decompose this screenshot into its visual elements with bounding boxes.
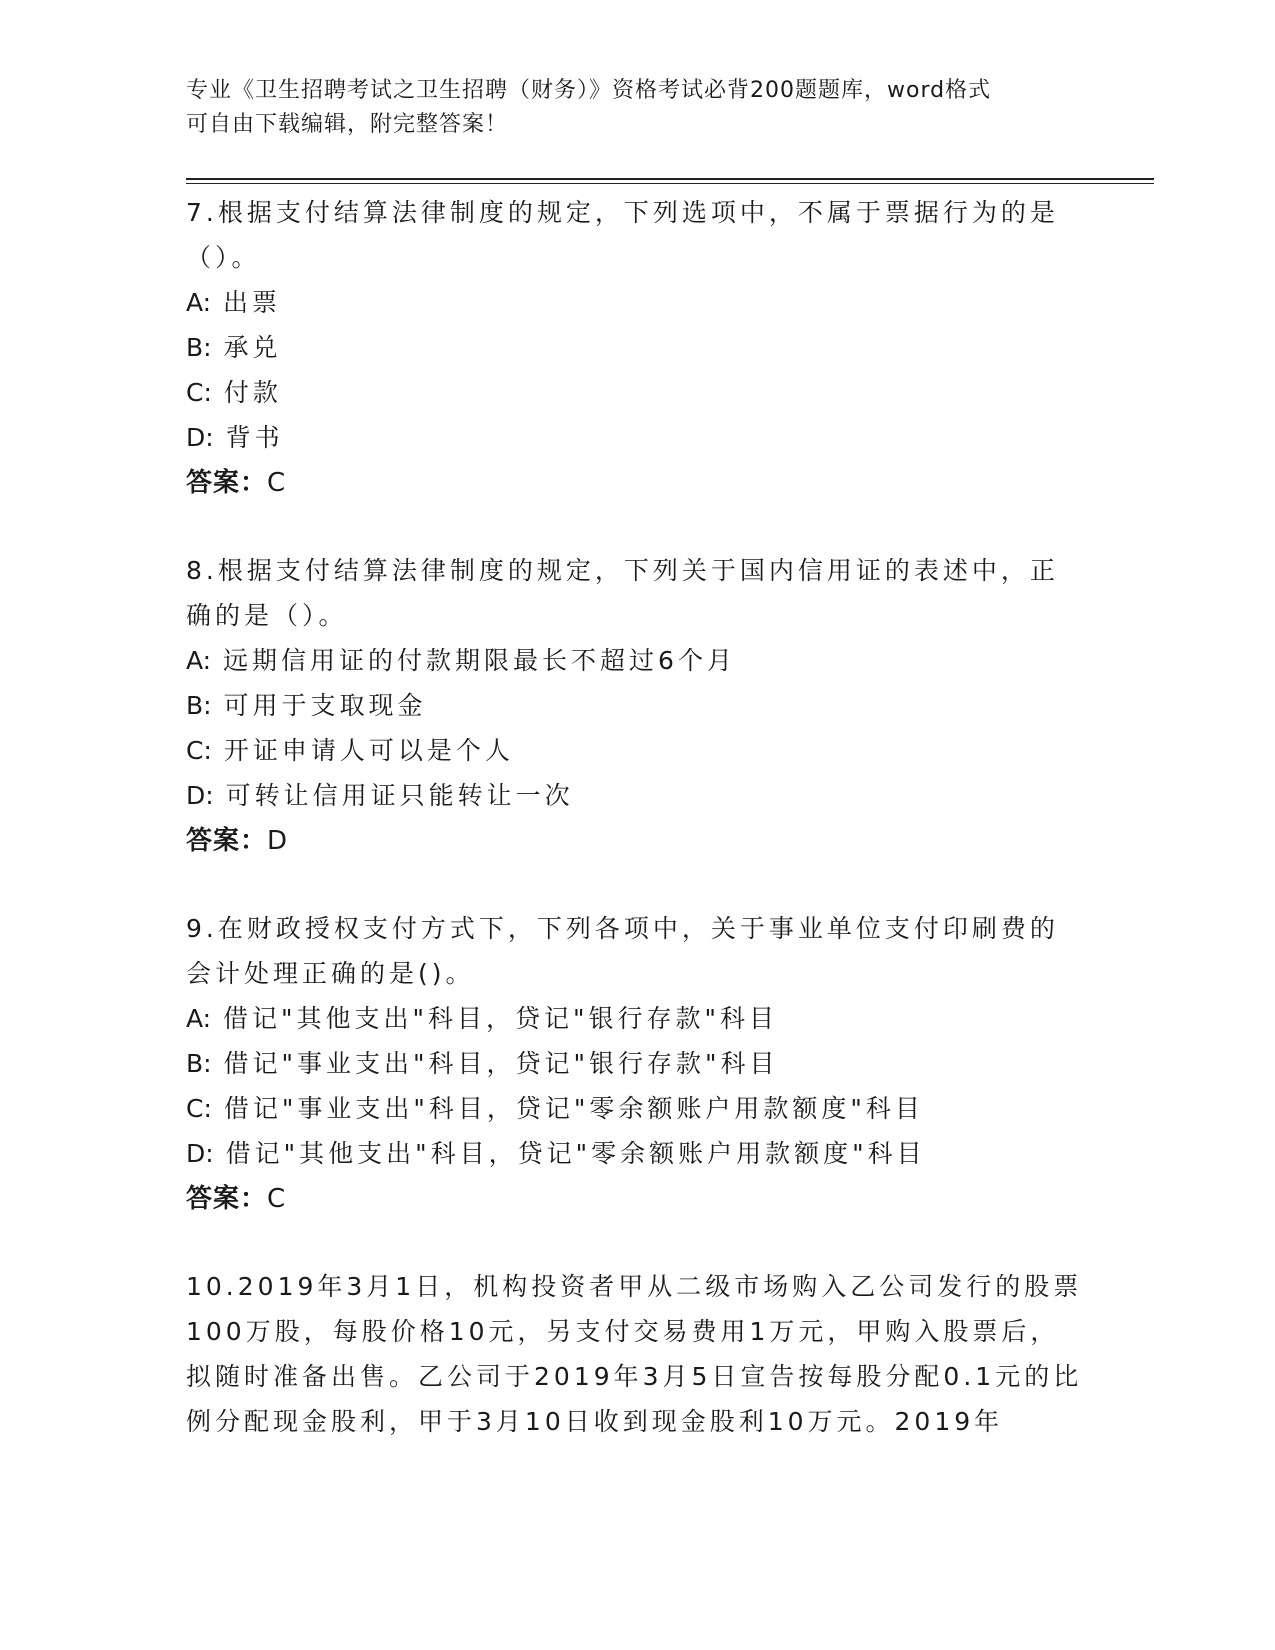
option-letter: A: (186, 1004, 212, 1033)
answer-line (186, 460, 1086, 506)
answer-label: 答案： (186, 826, 268, 856)
option-text: 借记"事业支出"科目，贷记"银行存款"科目 (223, 1049, 779, 1078)
answer-value: C (267, 468, 287, 498)
question-text: 9.在财政授权支付方式下，下列各项中，关于事业单位支付印刷费的会计处理正确的是()。 (186, 914, 1059, 988)
option-letter: C: (186, 1094, 212, 1123)
document-header (186, 74, 1086, 142)
option-c (186, 370, 1086, 415)
question-text: 8.根据支付结算法律制度的规定，下列关于国内信用证的表述中，正确的是（）。 (186, 556, 1059, 630)
option-c (186, 1086, 1086, 1131)
option-letter: A: (186, 288, 212, 317)
answer-value: C (267, 1184, 287, 1214)
question-list (186, 190, 1086, 1486)
option-letter: D: (186, 781, 214, 810)
option-text: 借记"其他支出"科目，贷记"银行存款"科目 (223, 1004, 779, 1033)
option-text: 借记"其他支出"科目，贷记"零余额账户用款额度"科目 (225, 1139, 926, 1168)
option-text: 付款 (223, 378, 282, 407)
header-divider (186, 178, 1154, 184)
option-b (186, 325, 1086, 370)
option-a (186, 638, 1086, 683)
answer-label: 答案： (186, 468, 268, 498)
option-letter: A: (186, 646, 212, 675)
option-a (186, 996, 1086, 1041)
answer-label: 答案： (186, 1184, 268, 1214)
header-line-1: 专业《卫生招聘考试之卫生招聘（财务）》资格考试必背200题题库，word格式 (186, 78, 992, 103)
option-letter: D: (186, 423, 214, 452)
option-c (186, 728, 1086, 773)
option-letter: B: (186, 691, 212, 720)
option-letter: B: (186, 1049, 212, 1078)
option-d (186, 415, 1086, 460)
option-letter: B: (186, 333, 212, 362)
option-text: 可转让信用证只能转让一次 (225, 781, 574, 810)
option-a (186, 280, 1086, 325)
option-text: 出票 (223, 288, 282, 317)
question-10 (186, 1264, 1086, 1444)
option-text: 可用于支取现金 (223, 691, 427, 720)
answer-line (186, 818, 1086, 864)
option-letter: D: (186, 1139, 214, 1168)
option-text: 借记"事业支出"科目，贷记"零余额账户用款额度"科目 (223, 1094, 924, 1123)
option-text: 开证申请人可以是个人 (223, 736, 514, 765)
option-text: 背书 (225, 423, 284, 452)
header-line-2: 可自由下载编辑，附完整答案！ (186, 112, 509, 137)
option-b (186, 683, 1086, 728)
question-text: 7.根据支付结算法律制度的规定，下列选项中，不属于票据行为的是（）。 (186, 198, 1059, 272)
question-text: 10.2019年3月1日，机构投资者甲从二级市场购入乙公司发行的股票100万股，每股价格10元，另支付交易费用1万元，甲购入股票后，拟随时准备出售。乙公司于2019年3月5日宣告按每股分配0.1元的比例分配现金股利，甲于3月10日收到现金股利10万元。2019年 (186, 1272, 1083, 1436)
answer-line (186, 1176, 1086, 1222)
answer-value: D (267, 826, 289, 856)
option-d (186, 773, 1086, 818)
question-7 (186, 190, 1086, 506)
option-d (186, 1131, 1086, 1176)
option-text: 远期信用证的付款期限最长不超过6个月 (223, 646, 736, 675)
option-letter: C: (186, 378, 212, 407)
option-letter: C: (186, 736, 212, 765)
question-9 (186, 906, 1086, 1222)
question-8 (186, 548, 1086, 864)
option-b (186, 1041, 1086, 1086)
option-text: 承兑 (223, 333, 282, 362)
